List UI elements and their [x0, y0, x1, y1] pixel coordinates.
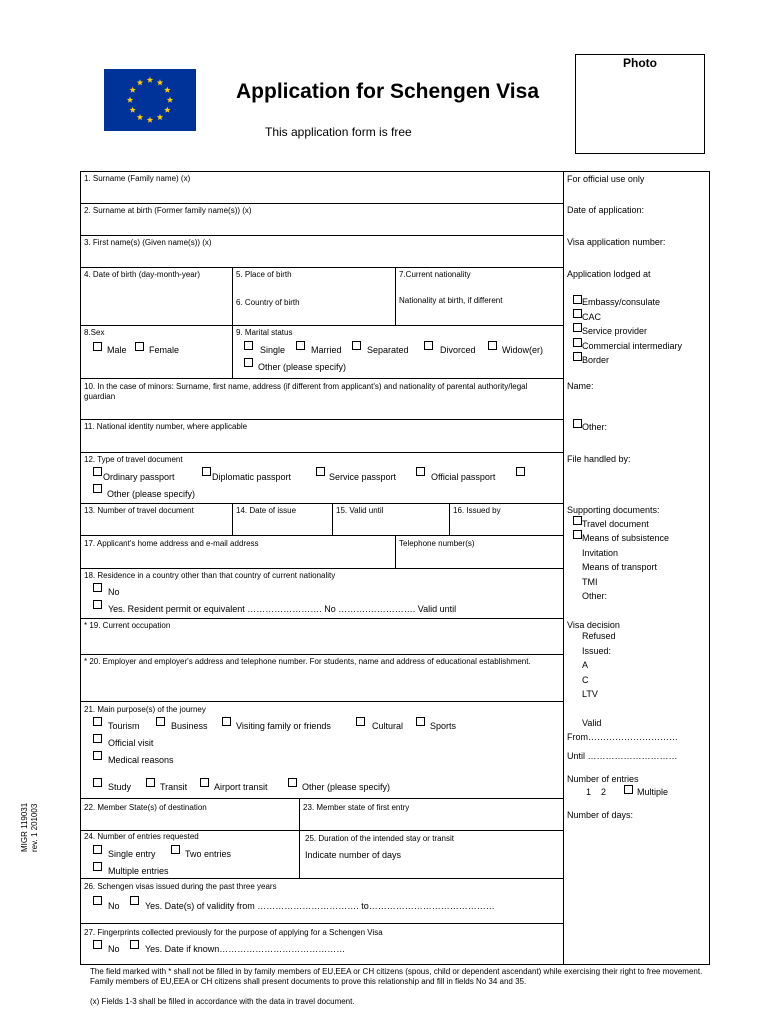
flag-star-icon	[129, 107, 135, 113]
official-embassy: Embassy/consulate	[582, 297, 661, 307]
official-refused: Refused	[582, 631, 616, 641]
official-name: Name:	[567, 381, 594, 391]
checkbox-service-passport[interactable]	[316, 467, 325, 476]
flag-star-icon	[147, 77, 153, 83]
official-issued: Issued:	[582, 646, 612, 656]
official-lodged-at: Application lodged at	[567, 269, 651, 279]
official-date-application: Date of application:	[567, 205, 645, 215]
flag-star-icon	[157, 79, 163, 85]
official-cac: CAC	[582, 312, 602, 322]
checkbox-residence-no[interactable]	[93, 583, 102, 592]
field-17-telephone-label: Telephone number(s)	[399, 539, 475, 548]
form-code-line-2: rev. 1 201003	[30, 803, 39, 852]
checkbox-visiting-family[interactable]	[222, 717, 231, 726]
divider	[232, 267, 233, 378]
option-sports: Sports	[430, 721, 457, 731]
field-13-label: 13. Number of travel document	[84, 506, 194, 515]
flag-star-icon	[137, 79, 143, 85]
field-19-label: * 19. Current occupation	[84, 621, 171, 630]
option-document-other: Other (please specify)	[107, 489, 196, 499]
official-subsistence: Means of subsistence	[582, 533, 670, 543]
rule	[80, 325, 563, 326]
checkbox-female[interactable]	[135, 342, 144, 351]
rule	[80, 878, 563, 879]
option-visas-no: No	[108, 901, 120, 911]
checkbox-transit[interactable]	[146, 778, 155, 787]
checkbox-fingerprints-no[interactable]	[93, 940, 102, 949]
option-married: Married	[311, 345, 342, 355]
checkbox-service-provider[interactable]	[573, 323, 582, 332]
field-18-label: 18. Residence in a country other than that country of current nationality	[84, 571, 336, 580]
field-21-label: 21. Main purpose(s) of the journey	[84, 705, 206, 714]
official-visa-decision: Visa decision	[567, 620, 620, 630]
option-residence-yes: Yes. Resident permit or equivalent ……………………. No ……….……………. Valid until	[108, 604, 457, 614]
flag-star-icon	[167, 97, 173, 103]
flag-star-icon	[164, 87, 170, 93]
flag-star-icon	[137, 114, 143, 120]
option-widow: Widow(er)	[502, 345, 544, 355]
field-4-label: 4. Date of birth (day-month-year)	[84, 270, 201, 279]
official-type-c: C	[582, 675, 589, 685]
rule	[80, 419, 563, 420]
rule	[80, 535, 563, 536]
official-tmi: TMI	[582, 577, 598, 587]
checkbox-residence-yes[interactable]	[93, 600, 102, 609]
rule	[80, 203, 563, 204]
option-fingerprints-yes: Yes. Date if known……………………………………	[145, 944, 346, 954]
checkbox-married[interactable]	[296, 341, 305, 350]
flag-star-icon	[129, 87, 135, 93]
checkbox-cac[interactable]	[573, 309, 582, 318]
checkbox-official-visit[interactable]	[93, 734, 102, 743]
option-single: Single	[260, 345, 286, 355]
option-official-visit: Official visit	[108, 738, 154, 748]
page-subtitle: This application form is free	[265, 125, 412, 139]
official-border: Border	[582, 355, 610, 365]
option-business: Business	[171, 721, 208, 731]
option-purpose-other: Other (please specify)	[302, 782, 391, 792]
field-16-label: 16. Issued by	[453, 506, 501, 515]
option-visas-yes: Yes. Date(s) of validity from ……………………………. to……………………………………	[145, 901, 495, 911]
option-official-passport: Official passport	[431, 472, 496, 482]
field-25-label: 25. Duration of the intended stay or transit	[305, 834, 454, 843]
official-valid-until: Until …………………………	[567, 751, 678, 761]
checkbox-extra[interactable]	[516, 467, 525, 476]
option-transit: Transit	[160, 782, 188, 792]
checkbox-separated[interactable]	[352, 341, 361, 350]
checkbox-document-other[interactable]	[93, 484, 102, 493]
rule	[80, 701, 563, 702]
flag-star-icon	[127, 97, 133, 103]
checkbox-marital-other[interactable]	[244, 358, 253, 367]
flag-star-icon	[147, 117, 153, 123]
field-9-label: 9. Marital status	[236, 328, 293, 337]
flag-star-icon	[157, 114, 163, 120]
eu-flag-icon	[104, 69, 196, 131]
field-2-label: 2. Surname at birth (Former family name(s)) (x)	[84, 206, 252, 215]
field-12-label: 12. Type of travel document	[84, 455, 183, 464]
checkbox-tourism[interactable]	[93, 717, 102, 726]
checkbox-sports[interactable]	[416, 717, 425, 726]
official-other: Other:	[582, 422, 608, 432]
option-male: Male	[107, 345, 127, 355]
checkbox-subsistence[interactable]	[573, 530, 582, 539]
field-5-label: 5. Place of birth	[236, 270, 292, 279]
option-study: Study	[108, 782, 132, 792]
option-medical: Medical reasons	[108, 755, 174, 765]
rule	[80, 654, 563, 655]
photo-box[interactable]	[575, 54, 705, 154]
option-ordinary-passport: Ordinary passport	[103, 472, 175, 482]
field-24-label: 24. Number of entries requested	[84, 832, 199, 841]
checkbox-divorced[interactable]	[424, 341, 433, 350]
checkbox-official-passport[interactable]	[416, 467, 425, 476]
option-residence-no: No	[108, 587, 120, 597]
option-single-entry: Single entry	[108, 849, 156, 859]
option-service-passport: Service passport	[329, 472, 397, 482]
rule	[80, 235, 563, 236]
checkbox-single[interactable]	[244, 341, 253, 350]
field-27-label: 27. Fingerprints collected previously for the purpose of applying for a Schengen Visa	[84, 928, 383, 937]
checkbox-cultural[interactable]	[356, 717, 365, 726]
option-separated: Separated	[367, 345, 409, 355]
official-visa-number: Visa application number:	[567, 237, 666, 247]
page-title: Application for Schengen Visa	[236, 80, 540, 103]
official-valid: Valid	[582, 718, 602, 728]
divider	[332, 503, 333, 535]
option-two-entries: Two entries	[185, 849, 232, 859]
field-7-label: 7.Current nationality	[399, 270, 471, 279]
divider	[449, 503, 450, 535]
field-20-label: * 20. Employer and employer's address and telephone number. For students, name and address of educational establishment.	[84, 657, 531, 666]
checkbox-medical[interactable]	[93, 751, 102, 760]
official-type-a: A	[582, 660, 589, 670]
official-number-entries: Number of entries	[567, 774, 639, 784]
official-file-handled: File handled by:	[567, 454, 631, 464]
checkbox-multiple-entries[interactable]	[93, 862, 102, 871]
divider	[299, 798, 300, 878]
field-7b-label: Nationality at birth, if different	[399, 296, 503, 305]
checkbox-male[interactable]	[93, 342, 102, 351]
option-airport-transit: Airport transit	[214, 782, 268, 792]
option-cultural: Cultural	[372, 721, 404, 731]
option-multiple-entries: Multiple entries	[108, 866, 169, 876]
checkbox-study[interactable]	[93, 778, 102, 787]
checkbox-commercial[interactable]	[573, 338, 582, 347]
rule	[80, 618, 563, 619]
field-22-label: 22. Member State(s) of destination	[84, 803, 207, 812]
official-multiple: Multiple	[637, 787, 669, 797]
field-14-label: 14. Date of issue	[236, 506, 297, 515]
official-heading: For official use only	[567, 174, 645, 184]
official-invitation: Invitation	[582, 548, 619, 558]
field-25-days-label: Indicate number of days	[305, 850, 402, 860]
checkbox-purpose-other[interactable]	[288, 778, 297, 787]
form-code	[20, 803, 40, 852]
footer-fields-note: (x) Fields 1-3 shall be filled in accordance with the data in travel document.	[90, 997, 355, 1006]
divider	[395, 267, 396, 325]
field-8-label: 8.Sex	[84, 328, 105, 337]
checkbox-border[interactable]	[573, 352, 582, 361]
official-commercial: Commercial intermediary	[582, 341, 683, 351]
official-transport: Means of transport	[582, 562, 658, 572]
official-entries-1-2: 1 2	[586, 787, 607, 797]
checkbox-single-entry[interactable]	[93, 845, 102, 854]
checkbox-visas-no[interactable]	[93, 896, 102, 905]
field-11-label: 11. National identity number, where applicable	[84, 422, 248, 431]
checkbox-embassy[interactable]	[573, 295, 582, 304]
field-10-label: 10. In the case of minors: Surname, first name, address (if different from applicant's) and nationality of parental authority/legal guardian	[84, 382, 528, 401]
official-other-docs: Other:	[582, 591, 608, 601]
option-female: Female	[149, 345, 180, 355]
field-6-label: 6. Country of birth	[236, 298, 300, 307]
field-1-label: 1. Surname (Family name) (x)	[84, 174, 191, 183]
rule	[80, 378, 563, 379]
field-26-label: 26. Schengen visas issued during the past three years	[84, 882, 277, 891]
photo-label: Photo	[623, 56, 657, 70]
checkbox-business[interactable]	[156, 717, 165, 726]
rule	[80, 830, 563, 831]
form-code-line-1: MIGR 119031	[20, 802, 29, 852]
option-diplomatic-passport: Diplomatic passport	[212, 472, 292, 482]
checkbox-official-multiple[interactable]	[624, 785, 633, 794]
official-valid-from: From…………………………	[567, 732, 678, 742]
field-15-label: 15. Valid until	[336, 506, 384, 515]
official-number-days: Number of days:	[567, 810, 634, 820]
option-visiting-family: Visiting family or friends	[236, 721, 331, 731]
checkbox-two-entries[interactable]	[171, 845, 180, 854]
option-tourism: Tourism	[108, 721, 140, 731]
divider	[395, 535, 396, 568]
field-17-label: 17. Applicant's home address and e-mail address	[84, 539, 259, 548]
checkbox-travel-document[interactable]	[573, 516, 582, 525]
official-supporting-docs: Supporting documents:	[567, 505, 660, 515]
official-travel-document: Travel document	[582, 519, 649, 529]
flag-star-icon	[164, 107, 170, 113]
footer-note: The field marked with * shall not be filled in by family members of EU,EEA or CH citizens (spous, child or dependent ascendant) while exercising their right to free movement. Family members of EU,EEA or CH citizens shall present documents to prove this relationship and fill in fields No 34 and 35.	[90, 967, 703, 986]
field-3-label: 3. First name(s) (Given name(s)) (x)	[84, 238, 212, 247]
divider	[232, 503, 233, 535]
official-service-provider: Service provider	[582, 326, 648, 336]
rule	[80, 452, 563, 453]
option-fingerprints-no: No	[108, 944, 120, 954]
checkbox-widow[interactable]	[488, 341, 497, 350]
checkbox-official-other[interactable]	[573, 419, 582, 428]
option-marital-other: Other (please specify)	[258, 362, 347, 372]
checkbox-airport-transit[interactable]	[200, 778, 209, 787]
field-23-label: 23. Member state of first entry	[303, 803, 410, 812]
option-divorced: Divorced	[440, 345, 476, 355]
rule	[80, 923, 563, 924]
checkbox-fingerprints-yes[interactable]	[130, 940, 139, 949]
checkbox-diplomatic-passport[interactable]	[202, 467, 211, 476]
rule	[80, 267, 563, 268]
rule	[80, 568, 563, 569]
official-type-ltv: LTV	[582, 689, 598, 699]
rule	[80, 798, 563, 799]
checkbox-visas-yes[interactable]	[130, 896, 139, 905]
divider-official	[563, 171, 564, 965]
rule	[80, 503, 563, 504]
